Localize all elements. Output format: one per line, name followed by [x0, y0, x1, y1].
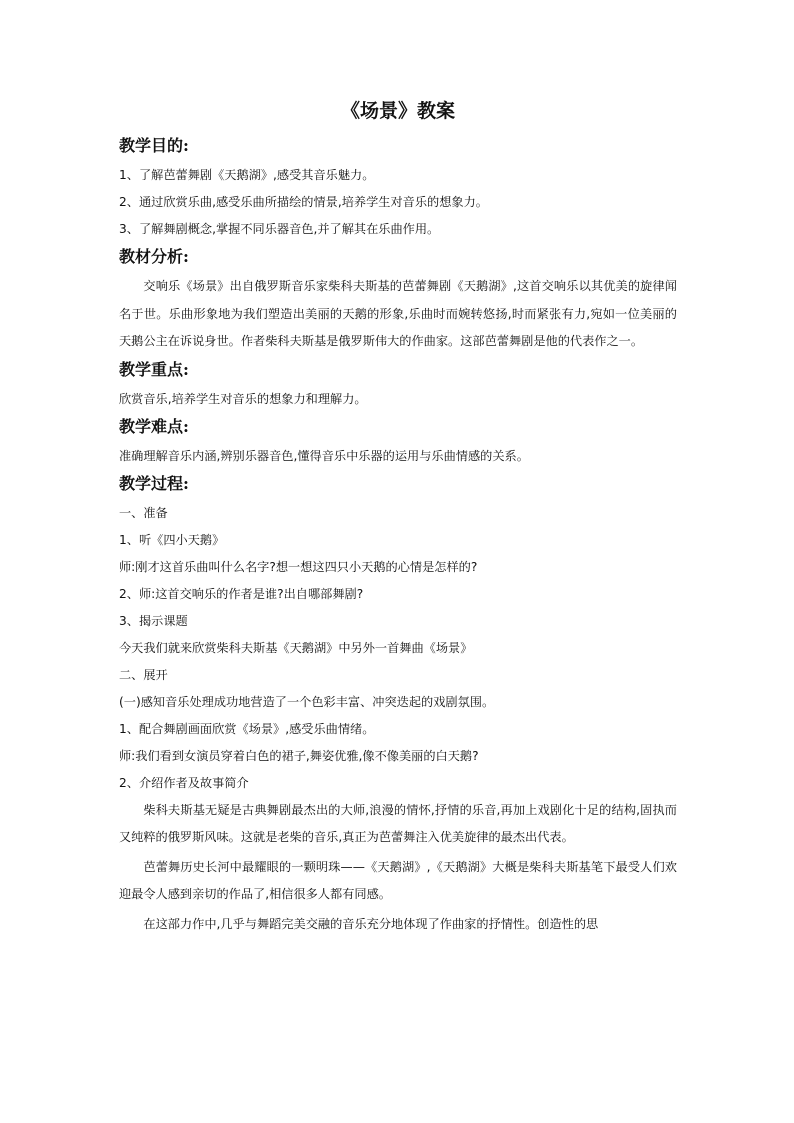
analysis-heading: 教材分析: — [119, 247, 189, 266]
goal-item: 2、通过欣赏乐曲,感受乐曲所描绘的情景,培养学生对音乐的想象力。 — [119, 195, 488, 209]
process-line: 2、介绍作者及故事简介 — [119, 775, 249, 790]
process-line: 师:刚才这首乐曲叫什么名字?想一想这四只小天鹅的心情是怎样的? — [119, 559, 478, 574]
goals-heading: 教学目的: — [119, 136, 189, 155]
analysis-paragraph: 交响乐《场景》出自俄罗斯音乐家柴科夫斯基的芭蕾舞剧《天鹅湖》,这首交响乐以其优美的旋律闻名于世。乐曲形象地为我们塑造出美丽的天鹅的形象,乐曲时而婉转悠扬,时而紧张有力,宛如一位美丽的天鹅公主在诉说身世。作者柴科夫斯基是俄罗斯伟大的作曲家。这部芭蕾舞剧是他的代表作之一。 — [119, 279, 677, 348]
key-heading: 教学重点: — [119, 359, 189, 379]
process-paragraph: 在这部力作中,几乎与舞蹈完美交融的音乐充分地体现了作曲家的抒情性。创造性的思 — [143, 916, 599, 931]
difficulty-heading: 教学难点: — [119, 416, 189, 436]
goal-item: 1、了解芭蕾舞剧《天鹅湖》,感受其音乐魅力。 — [119, 168, 375, 182]
goal-item: 3、了解舞剧概念,掌握不同乐器音色,并了解其在乐曲作用。 — [119, 222, 440, 236]
difficulty-text: 准确理解音乐内涵,辨别乐器音色,懂得音乐中乐器的运用与乐曲情感的关系。 — [119, 448, 529, 463]
process-paragraph: 柴科夫斯基无疑是古典舞剧最杰出的大师,浪漫的情怀,抒情的乐音,再加上戏剧化十足的结构,固执而又纯粹的俄罗斯风味。这就是老柴的音乐,真正为芭蕾舞注入优美旋律的最杰出代表。 — [119, 802, 677, 844]
process-line: (一)感知音乐处理成功地营造了一个色彩丰富、冲突迭起的戏剧氛围。 — [119, 694, 495, 709]
process-line: 1、听《四小天鹅》 — [119, 532, 225, 547]
process-line: 师:我们看到女演员穿着白色的裙子,舞姿优雅,像不像美丽的白天鹅? — [119, 748, 479, 763]
process-line: 今天我们就来欣赏柴科夫斯基《天鹅湖》中另外一首舞曲《场景》 — [119, 640, 473, 655]
process-line: 1、配合舞剧画面欣赏《场景》,感受乐曲情绪。 — [119, 721, 375, 736]
process-line: 3、揭示课题 — [119, 613, 188, 628]
process-line: 二、展开 — [119, 667, 168, 682]
process-line: 2、师:这首交响乐的作者是谁?出自哪部舞剧? — [119, 586, 364, 601]
key-text: 欣赏音乐,培养学生对音乐的想象力和理解力。 — [119, 391, 367, 406]
process-heading: 教学过程: — [119, 473, 189, 493]
process-paragraph: 芭蕾舞历史长河中最耀眼的一颗明珠——《天鹅湖》,《天鹅湖》大概是柴科夫斯基笔下最受人们欢迎最令人感到亲切的作品了,相信很多人都有同感。 — [119, 859, 677, 901]
process-line: 一、准备 — [119, 505, 168, 520]
document-body — [119, 98, 677, 940]
document-title: 《场景》教案 — [340, 100, 455, 122]
